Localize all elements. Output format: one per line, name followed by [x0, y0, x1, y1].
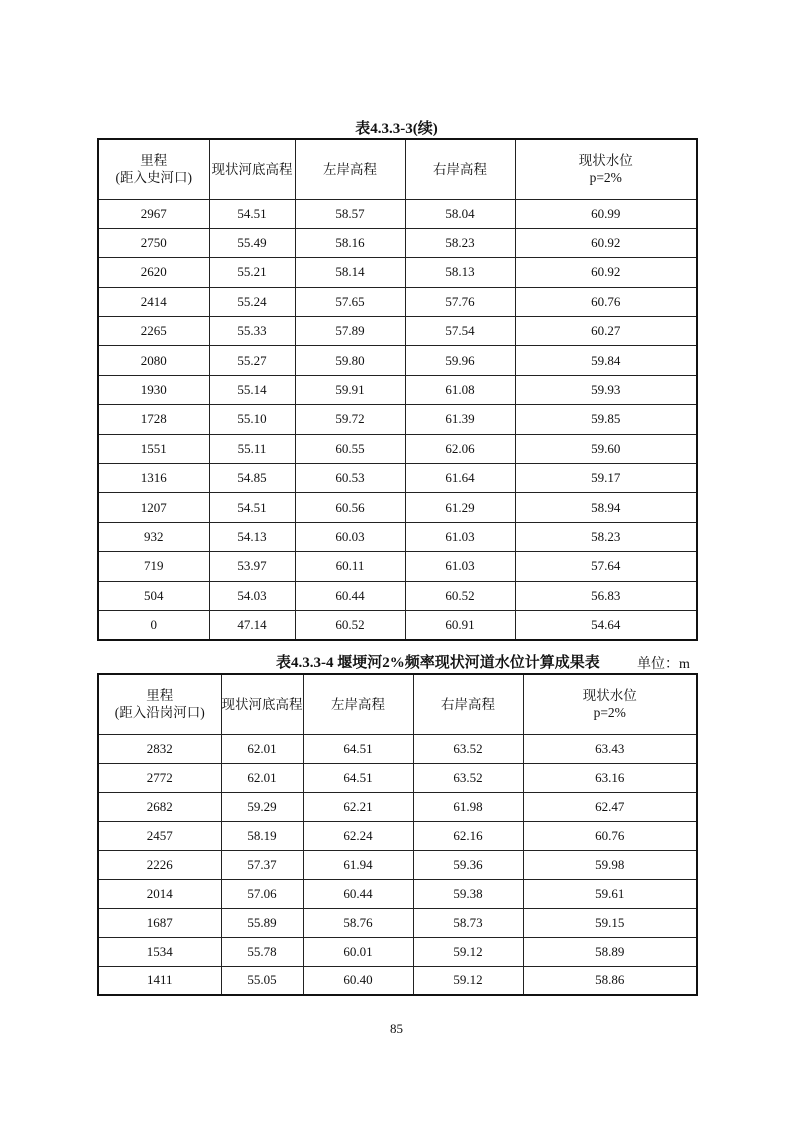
- table1-caption: 表4.3.3-3(续): [355, 121, 438, 137]
- cell-right-bank: 58.13: [405, 258, 515, 287]
- cell-right-bank: 58.04: [405, 199, 515, 228]
- cell-water-level: 60.76: [523, 821, 697, 850]
- cell-mileage: 2014: [98, 879, 221, 908]
- cell-left-bank: 60.03: [295, 522, 405, 551]
- cell-left-bank: 60.53: [295, 464, 405, 493]
- table-row: [98, 287, 697, 316]
- table2: [97, 673, 698, 996]
- cell-bed-elevation: 55.24: [209, 287, 295, 316]
- cell-water-level: 59.84: [515, 346, 697, 375]
- cell-water-level: 60.76: [515, 287, 697, 316]
- cell-bed-elevation: 55.78: [221, 937, 303, 966]
- cell-bed-elevation: 57.37: [221, 850, 303, 879]
- cell-bed-elevation: 54.51: [209, 199, 295, 228]
- table2-caption: 表4.3.3-4 堰埂河2%频率现状河道水位计算成果表: [276, 655, 600, 671]
- header-water-level: 现状水位 p=2%: [523, 674, 697, 734]
- cell-mileage: 1930: [98, 375, 209, 404]
- cell-right-bank: 61.98: [413, 792, 523, 821]
- cell-water-level: 60.92: [515, 228, 697, 257]
- cell-left-bank: 58.14: [295, 258, 405, 287]
- table2-unit: 单位：m: [637, 657, 690, 672]
- header-bed-elevation: 现状河底高程: [221, 674, 303, 734]
- cell-right-bank: 58.73: [413, 908, 523, 937]
- cell-left-bank: 60.40: [303, 966, 413, 995]
- cell-right-bank: 57.76: [405, 287, 515, 316]
- cell-right-bank: 61.03: [405, 552, 515, 581]
- table-row: [98, 763, 697, 792]
- cell-right-bank: 63.52: [413, 763, 523, 792]
- cell-bed-elevation: 58.19: [221, 821, 303, 850]
- header-mileage: 里程 (距入史河口): [98, 139, 209, 199]
- header-left-bank: 左岸高程: [295, 139, 405, 199]
- cell-mileage: 932: [98, 522, 209, 551]
- cell-left-bank: 58.76: [303, 908, 413, 937]
- cell-left-bank: 60.55: [295, 434, 405, 463]
- cell-right-bank: 60.52: [405, 581, 515, 610]
- cell-water-level: 57.64: [515, 552, 697, 581]
- table-row: [98, 581, 697, 610]
- cell-left-bank: 62.24: [303, 821, 413, 850]
- table1-body: [98, 199, 697, 640]
- cell-left-bank: 57.89: [295, 317, 405, 346]
- table-row: [98, 405, 697, 434]
- cell-bed-elevation: 53.97: [209, 552, 295, 581]
- cell-left-bank: 62.21: [303, 792, 413, 821]
- table-row: [98, 552, 697, 581]
- cell-left-bank: 60.44: [295, 581, 405, 610]
- cell-right-bank: 63.52: [413, 734, 523, 763]
- header-right-bank: 右岸高程: [405, 139, 515, 199]
- cell-bed-elevation: 54.13: [209, 522, 295, 551]
- cell-left-bank: 60.01: [303, 937, 413, 966]
- cell-mileage: 1534: [98, 937, 221, 966]
- cell-mileage: 2226: [98, 850, 221, 879]
- cell-bed-elevation: 55.27: [209, 346, 295, 375]
- cell-right-bank: 62.16: [413, 821, 523, 850]
- cell-water-level: 58.89: [523, 937, 697, 966]
- table-row: [98, 734, 697, 763]
- table-row: [98, 375, 697, 404]
- cell-right-bank: 59.36: [413, 850, 523, 879]
- cell-mileage: 2772: [98, 763, 221, 792]
- cell-mileage: 1728: [98, 405, 209, 434]
- table-row: [98, 228, 697, 257]
- table-row: [98, 821, 697, 850]
- cell-right-bank: 59.12: [413, 966, 523, 995]
- cell-water-level: 63.43: [523, 734, 697, 763]
- cell-mileage: 1207: [98, 493, 209, 522]
- cell-mileage: 2414: [98, 287, 209, 316]
- cell-right-bank: 60.91: [405, 610, 515, 639]
- cell-right-bank: 61.29: [405, 493, 515, 522]
- page-number: 85: [390, 1021, 403, 1036]
- table-row: [98, 908, 697, 937]
- cell-bed-elevation: 47.14: [209, 610, 295, 639]
- cell-bed-elevation: 55.21: [209, 258, 295, 287]
- cell-bed-elevation: 54.03: [209, 581, 295, 610]
- table2-header-row: [98, 674, 697, 734]
- cell-left-bank: 59.91: [295, 375, 405, 404]
- cell-right-bank: 59.12: [413, 937, 523, 966]
- table-row: [98, 493, 697, 522]
- cell-bed-elevation: 57.06: [221, 879, 303, 908]
- cell-bed-elevation: 55.10: [209, 405, 295, 434]
- cell-mileage: 504: [98, 581, 209, 610]
- cell-bed-elevation: 59.29: [221, 792, 303, 821]
- cell-bed-elevation: 55.05: [221, 966, 303, 995]
- cell-bed-elevation: 55.89: [221, 908, 303, 937]
- cell-water-level: 58.94: [515, 493, 697, 522]
- cell-water-level: 59.98: [523, 850, 697, 879]
- cell-water-level: 59.15: [523, 908, 697, 937]
- cell-left-bank: 57.65: [295, 287, 405, 316]
- cell-water-level: 59.93: [515, 375, 697, 404]
- cell-mileage: 2832: [98, 734, 221, 763]
- cell-mileage: 1411: [98, 966, 221, 995]
- cell-mileage: 0: [98, 610, 209, 639]
- cell-water-level: 59.60: [515, 434, 697, 463]
- cell-bed-elevation: 54.51: [209, 493, 295, 522]
- header-left-bank: 左岸高程: [303, 674, 413, 734]
- header-mileage: 里程 (距入沿岗河口): [98, 674, 221, 734]
- table-row: [98, 792, 697, 821]
- cell-mileage: 2682: [98, 792, 221, 821]
- cell-mileage: 2967: [98, 199, 209, 228]
- cell-water-level: 54.64: [515, 610, 697, 639]
- table-row: [98, 850, 697, 879]
- table-row: [98, 317, 697, 346]
- cell-right-bank: 62.06: [405, 434, 515, 463]
- cell-mileage: 2750: [98, 228, 209, 257]
- table-row: [98, 966, 697, 995]
- table-row: [98, 199, 697, 228]
- cell-right-bank: 59.38: [413, 879, 523, 908]
- cell-water-level: 56.83: [515, 581, 697, 610]
- cell-mileage: 2457: [98, 821, 221, 850]
- cell-right-bank: 61.03: [405, 522, 515, 551]
- cell-water-level: 58.23: [515, 522, 697, 551]
- cell-water-level: 60.92: [515, 258, 697, 287]
- cell-left-bank: 60.56: [295, 493, 405, 522]
- table-row: [98, 464, 697, 493]
- cell-mileage: 1316: [98, 464, 209, 493]
- cell-right-bank: 61.39: [405, 405, 515, 434]
- cell-bed-elevation: 54.85: [209, 464, 295, 493]
- cell-water-level: 60.99: [515, 199, 697, 228]
- cell-left-bank: 58.57: [295, 199, 405, 228]
- table2-body: [98, 734, 697, 995]
- header-right-bank: 右岸高程: [413, 674, 523, 734]
- cell-mileage: 1687: [98, 908, 221, 937]
- cell-right-bank: 57.54: [405, 317, 515, 346]
- table-row: [98, 258, 697, 287]
- cell-mileage: 2265: [98, 317, 209, 346]
- cell-mileage: 2080: [98, 346, 209, 375]
- cell-right-bank: 61.64: [405, 464, 515, 493]
- cell-water-level: 59.61: [523, 879, 697, 908]
- cell-mileage: 1551: [98, 434, 209, 463]
- table1: [97, 138, 698, 641]
- table-row: [98, 879, 697, 908]
- table-row: [98, 346, 697, 375]
- cell-left-bank: 59.80: [295, 346, 405, 375]
- cell-water-level: 59.85: [515, 405, 697, 434]
- cell-left-bank: 61.94: [303, 850, 413, 879]
- cell-bed-elevation: 62.01: [221, 763, 303, 792]
- cell-bed-elevation: 55.33: [209, 317, 295, 346]
- header-bed-elevation: 现状河底高程: [209, 139, 295, 199]
- table-row: [98, 434, 697, 463]
- cell-bed-elevation: 55.14: [209, 375, 295, 404]
- cell-mileage: 719: [98, 552, 209, 581]
- cell-right-bank: 59.96: [405, 346, 515, 375]
- table1-header-row: [98, 139, 697, 199]
- cell-water-level: 58.86: [523, 966, 697, 995]
- cell-right-bank: 58.23: [405, 228, 515, 257]
- cell-left-bank: 60.11: [295, 552, 405, 581]
- cell-water-level: 59.17: [515, 464, 697, 493]
- cell-water-level: 60.27: [515, 317, 697, 346]
- cell-water-level: 62.47: [523, 792, 697, 821]
- cell-bed-elevation: 62.01: [221, 734, 303, 763]
- table-row: [98, 610, 697, 639]
- cell-bed-elevation: 55.49: [209, 228, 295, 257]
- cell-left-bank: 60.52: [295, 610, 405, 639]
- cell-left-bank: 59.72: [295, 405, 405, 434]
- cell-right-bank: 61.08: [405, 375, 515, 404]
- cell-water-level: 63.16: [523, 763, 697, 792]
- cell-bed-elevation: 55.11: [209, 434, 295, 463]
- cell-left-bank: 58.16: [295, 228, 405, 257]
- cell-mileage: 2620: [98, 258, 209, 287]
- header-water-level: 现状水位 p=2%: [515, 139, 697, 199]
- table-row: [98, 937, 697, 966]
- cell-left-bank: 64.51: [303, 734, 413, 763]
- cell-left-bank: 64.51: [303, 763, 413, 792]
- table-row: [98, 522, 697, 551]
- cell-left-bank: 60.44: [303, 879, 413, 908]
